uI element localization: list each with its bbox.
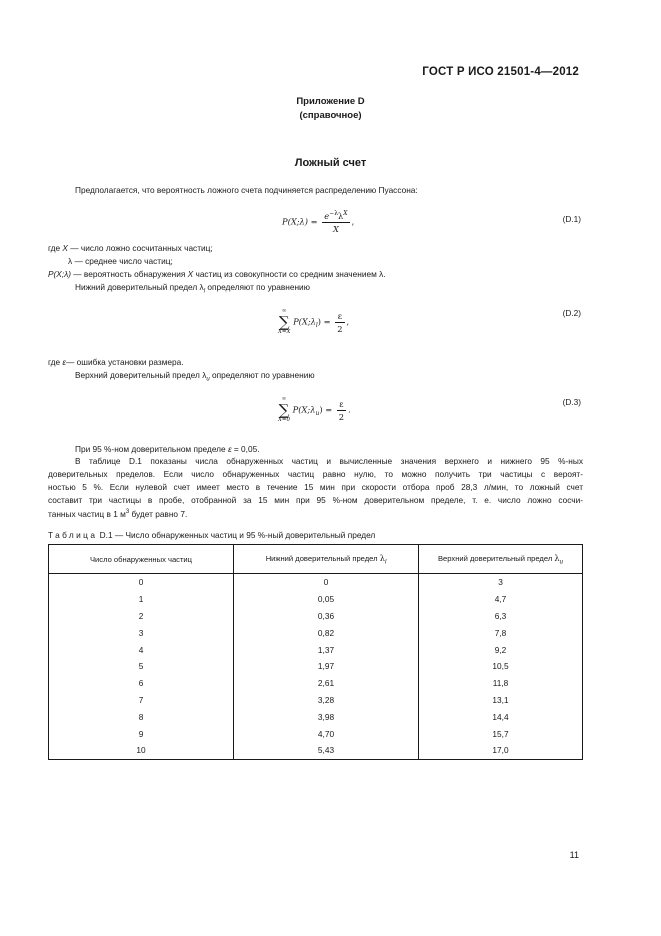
where1-p-desc-b: частиц из совокупности со средним значением λ. (195, 269, 386, 279)
confidence-symbol: ε (227, 444, 232, 454)
cell-lower: 0,05 (234, 591, 419, 608)
where1-lambda-desc: — среднее число частиц; (74, 256, 173, 266)
cell-count: 4 (49, 641, 234, 658)
cell-upper: 11,8 (419, 675, 583, 692)
eq2-label: (D.2) (562, 308, 581, 318)
cell-count: 2 (49, 608, 234, 625)
cell-lower: 3,98 (234, 708, 419, 725)
eq3-sum-icon: ∞ ∑ X=0 (278, 396, 291, 423)
eq2-close: ) = (317, 316, 331, 327)
table-row (49, 675, 583, 692)
table-row (49, 658, 583, 675)
table-row (49, 725, 583, 742)
intro-text: Предполагается, что вероятность ложного счета подчиняется распределению Пуассона: (75, 185, 418, 195)
upper-intro-b: определяют по уравнению (212, 370, 315, 380)
eq1-tail: , (351, 216, 355, 227)
para-line-3: ностью 5 %. Если нулевой счет имеет место в течение 15 мин при скорости отбора проб 28,3 л/мин, то ложный счет (48, 482, 583, 492)
lower-sub: l (203, 288, 206, 295)
eq2-tail: , (346, 316, 350, 327)
table-caption-rest: D.1 — Число обнаруженных частиц и 95 %-ный доверительный предел (97, 530, 376, 540)
eq2-sum-icon: ∞ ∑ X=X (278, 308, 291, 335)
table-caption-word: Таблица (48, 530, 98, 540)
eq3-sum-bottom: X=0 (278, 417, 291, 423)
cell-count: 10 (49, 742, 234, 759)
cell-upper: 15,7 (419, 725, 583, 742)
table-caption (48, 530, 375, 540)
cell-lower: 2,61 (234, 675, 419, 692)
eq2-num: ε (335, 311, 344, 323)
para-last-sup: 3 (125, 509, 130, 515)
para-last-a: танных частиц в 1 м (48, 508, 126, 519)
eq2-sum-bottom: X=X (278, 329, 291, 335)
eq3-close: ) = (319, 404, 333, 415)
eq1-num-lambda: λ (338, 210, 344, 221)
eq3-body: P(X;λ (292, 404, 316, 415)
where1-p-desc-a: — вероятность обнаружения (73, 269, 186, 279)
where1-lambda-symbol: λ (68, 256, 73, 266)
eq1-num-x: X (343, 210, 348, 217)
eq3-tail: . (348, 404, 351, 415)
cell-lower: 0,36 (234, 608, 419, 625)
cell-lower: 1,37 (234, 641, 419, 658)
document-id-header: ГОСТ Р ИСО 21501-4—2012 (422, 66, 579, 78)
col-header-lower-symbol: λ (379, 552, 385, 563)
cell-count: 5 (49, 658, 234, 675)
annex-title: Приложение D (296, 96, 365, 107)
cell-lower: 4,70 (234, 725, 419, 742)
para-line-4: составит три частицы в пробе, отобранной за 15 мин при 95 %-ном доверительном пределе, т. е. число ложно сосчи- (48, 495, 583, 505)
eq1-fraction (322, 210, 349, 234)
para-line-1: В таблице D.1 показаны числа обнаруженных частиц и вычисленные значения верхнего и нижнего 95 %-ных (75, 456, 583, 466)
equation-d3 (278, 396, 351, 424)
cell-count: 8 (49, 708, 234, 725)
col-header-count: Число обнаруженных частиц (49, 545, 234, 574)
eq1-num-e: e (324, 210, 330, 221)
where1-x-desc: — число ложно сосчитанных частиц; (70, 243, 213, 253)
eq2-sub: l (315, 322, 318, 330)
where1-p-symbol: P(X;λ) (48, 269, 71, 279)
eq3-num: ε (337, 399, 346, 411)
where1-x-symbol: X (62, 243, 68, 253)
where1-prefix: где (48, 243, 61, 253)
cell-lower: 3,28 (234, 692, 419, 709)
cell-upper: 17,0 (419, 742, 583, 759)
table-row (49, 574, 583, 591)
cell-count: 6 (49, 675, 234, 692)
cell-upper: 6,3 (419, 608, 583, 625)
eq2-fraction (335, 311, 344, 334)
particles-table (48, 544, 583, 760)
table-row (49, 624, 583, 641)
cell-upper: 14,4 (419, 708, 583, 725)
cell-upper: 4,7 (419, 591, 583, 608)
upper-sub: u (206, 376, 210, 383)
cell-upper: 3 (419, 574, 583, 591)
confidence-text-b: = 0,05. (233, 444, 260, 454)
col-header-upper-text: Верхний доверительный предел (437, 553, 553, 563)
upper-intro-a: Верхний доверительный предел (75, 370, 200, 380)
page-number: 11 (569, 850, 579, 860)
eq3-sum-top: ∞ (281, 396, 287, 402)
para-line-5 (48, 506, 187, 521)
upper-limit-intro (75, 369, 315, 387)
cell-count: 3 (49, 624, 234, 641)
para-last-b: будет равно 7. (129, 508, 188, 519)
cell-upper: 9,2 (419, 641, 583, 658)
cell-count: 0 (49, 574, 234, 591)
where2-symbol: ε (62, 357, 67, 367)
confidence-text-a: При 95 %-ном доверительном пределе (75, 444, 226, 454)
eq1-num-exp: −λ (329, 210, 339, 217)
cell-upper: 10,5 (419, 658, 583, 675)
where1-line3 (48, 268, 386, 281)
col-header-upper (419, 545, 583, 574)
equation-d2 (278, 308, 349, 336)
cell-lower: 0 (234, 574, 419, 591)
eq1-den: X (332, 223, 339, 234)
section-title: Ложный счет (294, 157, 367, 169)
equation-d1 (282, 210, 354, 234)
where2-desc: — ошибка установки размера. (66, 357, 184, 367)
where1-line2 (68, 255, 173, 268)
cell-lower: 5,43 (234, 742, 419, 759)
cell-count: 1 (49, 591, 234, 608)
table-row (49, 591, 583, 608)
cell-upper: 7,8 (419, 624, 583, 641)
where2-prefix: где (48, 357, 61, 367)
lower-limit-intro (75, 281, 310, 299)
eq3-sub: u (315, 410, 320, 418)
eq3-den: 2 (338, 411, 345, 422)
table-row (49, 708, 583, 725)
lower-intro-a: Нижний доверительный предел (75, 282, 198, 292)
eq3-fraction (337, 399, 346, 422)
lower-symbol: λ (199, 282, 204, 292)
where2-line (48, 356, 184, 369)
cell-count: 9 (49, 725, 234, 742)
eq2-den: 2 (337, 323, 343, 334)
eq2-body: P(X;λ (293, 316, 316, 327)
col-header-upper-sub: u (559, 559, 563, 566)
eq3-label: (D.3) (562, 397, 581, 407)
where1-line1 (48, 242, 213, 255)
col-header-lower (234, 545, 419, 574)
table-header-row (49, 545, 583, 574)
cell-lower: 0,82 (234, 624, 419, 641)
annex-type: (справочное) (299, 110, 362, 121)
table-row (49, 742, 583, 759)
table-row (49, 608, 583, 625)
table-row (49, 641, 583, 658)
col-header-lower-sub: l (384, 559, 387, 566)
cell-count: 7 (49, 692, 234, 709)
eq1-label: (D.1) (562, 214, 581, 224)
eq2-sum-top: ∞ (281, 308, 287, 314)
cell-upper: 13,1 (419, 692, 583, 709)
col-header-upper-symbol: λ (554, 552, 560, 563)
cell-lower: 1,97 (234, 658, 419, 675)
eq1-lhs: P(X;λ) = (282, 216, 318, 227)
table-row (49, 692, 583, 709)
para-line-2: доверительных пределов. Если число обнаруженных частиц равно нулю, то можно получить три частицы с вероят- (48, 469, 583, 479)
where1-p-desc-x: X (187, 269, 194, 279)
lower-intro-b: определяют по уравнению (207, 282, 310, 292)
upper-symbol: λ (202, 370, 207, 380)
col-header-lower-text: Нижний доверительный предел (265, 553, 378, 563)
